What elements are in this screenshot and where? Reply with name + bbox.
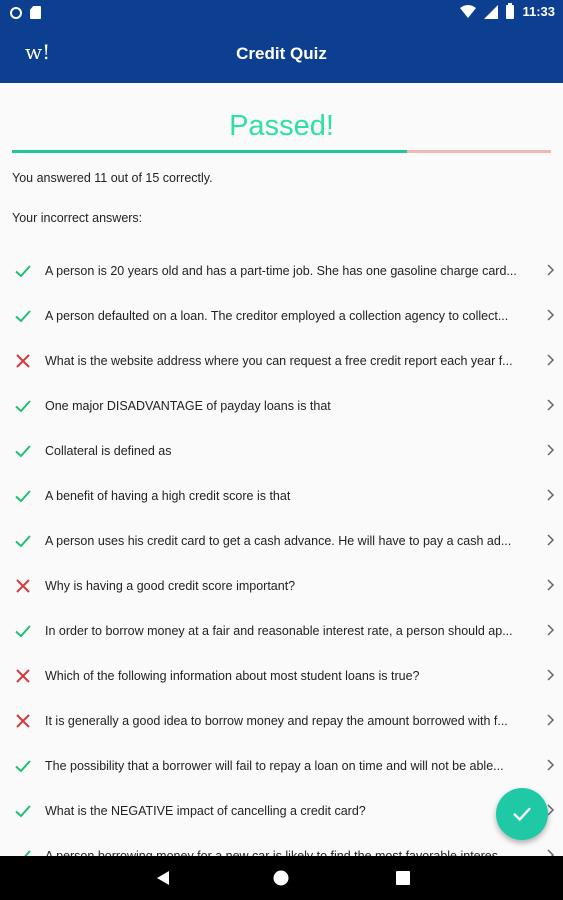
chevron-right-icon bbox=[545, 714, 555, 726]
correct-check-icon bbox=[14, 442, 32, 460]
incorrect-x-icon bbox=[14, 577, 32, 595]
question-row[interactable] bbox=[0, 383, 563, 428]
question-text: What is the NEGATIVE impact of cancelling a credit card? bbox=[45, 804, 366, 818]
navigation-bar bbox=[0, 856, 563, 900]
question-text: What is the website address where you can request a free credit report each year f... bbox=[45, 354, 513, 368]
question-text: Which of the following information about most student loans is true? bbox=[45, 669, 420, 683]
chevron-right-icon bbox=[545, 264, 555, 276]
question-row[interactable] bbox=[0, 743, 563, 788]
status-bar bbox=[0, 0, 563, 26]
chevron-right-icon bbox=[545, 534, 555, 546]
home-icon[interactable] bbox=[273, 870, 289, 886]
question-row[interactable] bbox=[0, 248, 563, 293]
question-list bbox=[0, 248, 563, 878]
incorrect-x-icon bbox=[14, 667, 32, 685]
sd-card-icon bbox=[30, 6, 41, 19]
status-time: 11:33 bbox=[522, 4, 555, 19]
check-icon bbox=[511, 803, 533, 825]
question-row[interactable] bbox=[0, 653, 563, 698]
signal-icon bbox=[484, 5, 498, 19]
question-text: One major DISADVANTAGE of payday loans is that bbox=[45, 399, 331, 413]
question-text: Collateral is defined as bbox=[45, 444, 172, 458]
recents-icon[interactable] bbox=[395, 870, 411, 886]
chevron-right-icon bbox=[545, 354, 555, 366]
chevron-right-icon bbox=[545, 399, 555, 411]
score-progress-fill bbox=[12, 150, 407, 153]
question-row[interactable] bbox=[0, 563, 563, 608]
correct-check-icon bbox=[14, 397, 32, 415]
correct-check-icon bbox=[14, 622, 32, 640]
back-icon[interactable] bbox=[155, 870, 171, 886]
question-row[interactable] bbox=[0, 293, 563, 338]
result-heading: Passed! bbox=[229, 110, 334, 142]
wifi-icon bbox=[460, 5, 476, 19]
question-text: A benefit of having a high credit score is that bbox=[45, 489, 291, 503]
score-summary: You answered 11 out of 15 correctly. bbox=[12, 171, 213, 185]
chevron-right-icon bbox=[545, 759, 555, 771]
incorrect-answers-label: Your incorrect answers: bbox=[12, 211, 143, 225]
correct-check-icon bbox=[14, 307, 32, 325]
question-row[interactable] bbox=[0, 338, 563, 383]
page-title: Credit Quiz bbox=[236, 44, 327, 63]
notification-icon bbox=[10, 7, 22, 19]
question-text: Why is having a good credit score important? bbox=[45, 579, 296, 593]
chevron-right-icon bbox=[545, 579, 555, 591]
question-text: A person uses his credit card to get a cash advance. He will have to pay a cash ad... bbox=[45, 534, 512, 548]
correct-check-icon bbox=[14, 262, 32, 280]
chevron-right-icon bbox=[545, 444, 555, 456]
chevron-right-icon bbox=[545, 309, 555, 321]
done-button[interactable] bbox=[496, 788, 548, 840]
chevron-right-icon bbox=[545, 489, 555, 501]
correct-check-icon bbox=[14, 757, 32, 775]
question-row[interactable] bbox=[0, 518, 563, 563]
score-progress-bar bbox=[12, 150, 551, 153]
question-text: It is generally a good idea to borrow money and repay the amount borrowed with f... bbox=[45, 714, 508, 728]
question-row[interactable] bbox=[0, 473, 563, 518]
question-text: In order to borrow money at a fair and reasonable interest rate, a person should ap... bbox=[45, 624, 513, 638]
incorrect-x-icon bbox=[14, 712, 32, 730]
question-text: A person defaulted on a loan. The creditor employed a collection agency to collect... bbox=[45, 309, 509, 323]
chevron-right-icon bbox=[545, 669, 555, 681]
question-row[interactable] bbox=[0, 428, 563, 473]
question-row[interactable] bbox=[0, 698, 563, 743]
incorrect-x-icon bbox=[14, 352, 32, 370]
question-text: The possibility that a borrower will fail to repay a loan on time and will not be able... bbox=[45, 759, 504, 773]
question-row[interactable] bbox=[0, 608, 563, 653]
battery-icon bbox=[506, 5, 514, 19]
question-row[interactable] bbox=[0, 788, 563, 833]
correct-check-icon bbox=[14, 532, 32, 550]
app-logo: w! bbox=[25, 40, 51, 64]
app-bar bbox=[0, 26, 563, 83]
chevron-right-icon bbox=[545, 624, 555, 636]
correct-check-icon bbox=[14, 487, 32, 505]
question-text: A person is 20 years old and has a part-time job. She has one gasoline charge card... bbox=[45, 264, 517, 278]
correct-check-icon bbox=[14, 802, 32, 820]
